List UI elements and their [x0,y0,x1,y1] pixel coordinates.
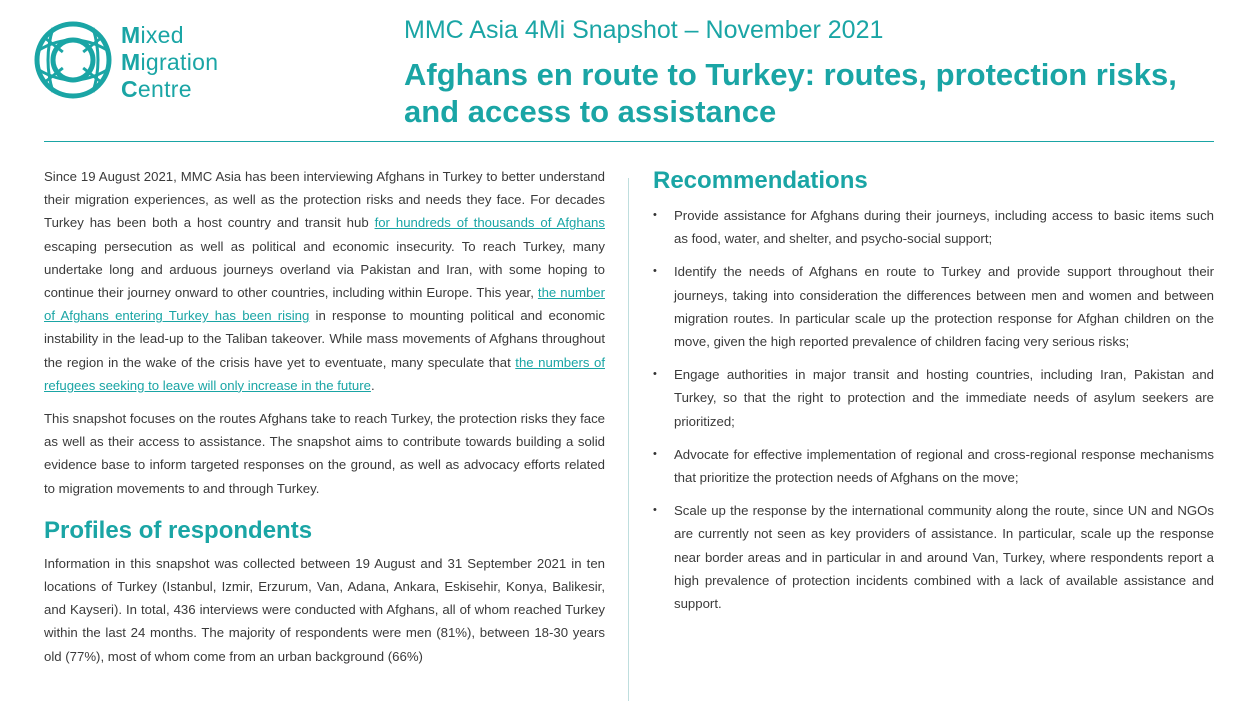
intro-paragraph-1: Since 19 August 2021, MMC Asia has been interviewing Afghans in Turkey to better understand their migration experiences, as well as the protection risks and needs they face. For decades Turkey has been both a host country and transit hub for hundreds of thousands of Afghans escaping persecution as well as political and economic insecurity. To reach Turkey, many undertake long and arduous journeys overland via Pakistan and Iran, with some hoping to continue their journey onward to other countries, including within Europe. This year, the number of Afghans entering Turkey has been rising in response to mounting political and economic instability in the lead-up to the Taliban takeover. While mass movements of Afghans throughout the region in the wake of the crisis have yet to eventuate, many speculate that the numbers of refugees seeking to leave will only increase in the future. [44,169,606,393]
bullet-icon: • [653,265,657,278]
list-item: • Provide assistance for Afghans during their journeys, including access to basic items such as food, water, and shelter, and psycho-social support; [653,204,1214,250]
link-afghans-entering-turkey[interactable]: the number of Afghans entering Turkey has been rising [44,285,606,324]
page-title: Afghans en route to Turkey: routes, protection risks, and access to assistance [404,57,1177,129]
bullet-icon: • [653,209,657,221]
right-column [653,166,1214,625]
bullet-icon: • [653,447,657,460]
bullet-icon: • [653,504,657,517]
list-item: • Advocate for effective implementation of regional and cross-regional response mechanisms that prioritize the protection needs of Afghans on the move; [653,443,1214,489]
header-divider [44,141,1214,142]
list-item: • Scale up the response by the international community along the route, since UN and NGOs are currently not seen as key providers of assistance. In particular, scale up the response near border areas and in particular in and around Van, Turkey, where respondents report a high prevalence of protection incidents combined with a lack of available assistance and support. [653,499,1214,615]
link-hundreds-of-thousands[interactable]: for hundreds of thousands of Afghans [374,215,605,231]
list-item: • Engage authorities in major transit and hosting countries, including Iran, Pakistan and Turkey, so that the right to protection and the immediate needs of asylum seekers are prioritized; [653,363,1214,433]
recommendations-list [653,204,1214,615]
mmc-logo-mark-icon [33,20,113,100]
profiles-heading: Profiles of respondents [44,516,313,544]
logo-wordmark: Mixed Migration Centre [121,22,219,102]
bullet-icon: • [653,368,657,381]
profiles-paragraph: Information in this snapshot was collected between 19 August and 31 September 2021 in ten locations of Turkey (Istanbul, Izmir, Erzurum, Van, Adana, Ankara, Eskisehir, Konya, Balikesir, and Kayseri). In total, 436 interviews were conducted with Afghans, all of whom reached Turkey within the last 24 months. The majority of respondents were men (81%), between 18-30 years old (77%), most of whom come from an urban background (66%) [44,555,605,664]
list-item: • Identify the needs of Afghans en route to Turkey and provide support throughout their journeys, taking into consideration the differences between men and women and between migration routes. In particular scale up the protection response for Afghan children on the move, given the high reported prevalence of children facing very serious risks; [653,260,1214,353]
left-column [44,165,605,678]
column-divider [628,178,629,701]
intro-paragraph-2: This snapshot focuses on the routes Afghans take to reach Turkey, the protection risks they face as well as their access to assistance. The snapshot aims to contribute towards building a solid evidence base to inform targeted responses on the ground, as well as advocacy efforts related to migration movements to and through Turkey. [44,411,605,496]
series-label: MMC Asia 4Mi Snapshot – November 2021 [404,16,884,44]
link-refugees-seeking-to-leave[interactable]: the numbers of refugees seeking to leave will only increase in the future [44,354,605,393]
mmc-logo[interactable] [33,20,253,110]
recommendations-heading: Recommendations [653,167,868,194]
